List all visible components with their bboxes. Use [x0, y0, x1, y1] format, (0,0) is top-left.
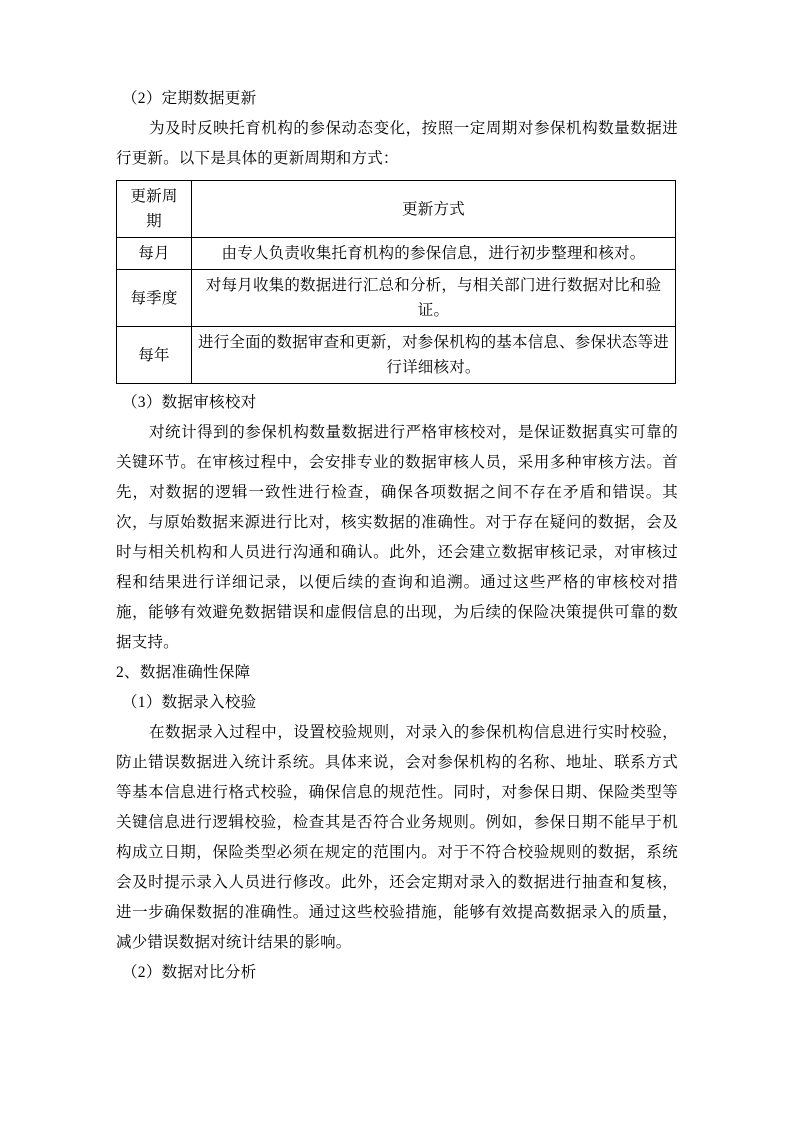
- table-cell-method: 进行全面的数据审查和更新，对参保机构的基本信息、参保状态等进行详细核对。: [192, 327, 676, 384]
- table-row: [117, 270, 676, 327]
- paragraph-data-audit-verification: 对统计得到的参保机构数量数据进行严格审核校对，是保证数据真实可靠的关键环节。在审核过程中，会安排专业的数据审核人员，采用多种审核方法。首先，对数据的逻辑一致性进行检查，确保各项数据之间不存在矛盾和错误。其次，与原始数据来源进行比对，核实数据的准确性。对于存在疑问的数据，会及时与相关机构和人员进行沟通和确认。此外，还会建立数据审核记录，对审核过程和结果进行详细记录，以便后续的查询和追溯。通过这些严格的审核校对措施，能够有效避免数据错误和虚假信息的出现，为后续的保险决策提供可靠的数据支持。: [116, 424, 678, 651]
- section-heading-data-accuracy-assurance: 2、数据准确性保障: [116, 664, 251, 681]
- section-heading-data-entry-validation: （1）数据录入校验: [122, 694, 257, 711]
- table-row: [117, 327, 676, 384]
- table-cell-period: 每季度: [117, 270, 192, 327]
- section-heading-periodic-data-update: （2）定期数据更新: [122, 90, 257, 107]
- section-heading-data-audit-verification: （3）数据审核校对: [122, 394, 257, 411]
- table-header-row: [117, 181, 676, 238]
- update-cycle-table: [116, 180, 676, 384]
- paragraph-periodic-data-update: 为及时反映托育机构的参保动态变化，按照一定周期对参保机构数量数据进行更新。以下是具体的更新周期和方式：: [116, 120, 678, 167]
- section-heading-data-comparison-analysis: （2）数据对比分析: [122, 964, 257, 981]
- table-row: [117, 238, 676, 270]
- paragraph-data-entry-validation: 在数据录入过程中，设置校验规则，对录入的参保机构信息进行实时校验，防止错误数据进入统计系统。具体来说，会对参保机构的名称、地址、联系方式等基本信息进行格式校验，确保信息的规范性。同时，对参保日期、保险类型等关键信息进行逻辑校验，检查其是否符合业务规则。例如，参保日期不能早于机构成立日期，保险类型必须在规定的范围内。对于不符合校验规则的数据，系统会及时提示录入人员进行修改。此外，还会定期对录入的数据进行抽查和复核，进一步确保数据的准确性。通过这些校验措施，能够有效提高数据录入的质量，减少错误数据对统计结果的影响。: [116, 724, 678, 951]
- table-cell-method: 对每月收集的数据进行汇总和分析，与相关部门进行数据对比和验证。: [192, 270, 676, 327]
- table-cell-period: 每年: [117, 327, 192, 384]
- table-header-period: 更新周期: [117, 181, 192, 238]
- table-cell-period: 每月: [117, 238, 192, 270]
- table-cell-method: 由专人负责收集托育机构的参保信息，进行初步整理和核对。: [192, 238, 676, 270]
- table-header-method: 更新方式: [192, 181, 676, 238]
- document-content: [116, 84, 678, 988]
